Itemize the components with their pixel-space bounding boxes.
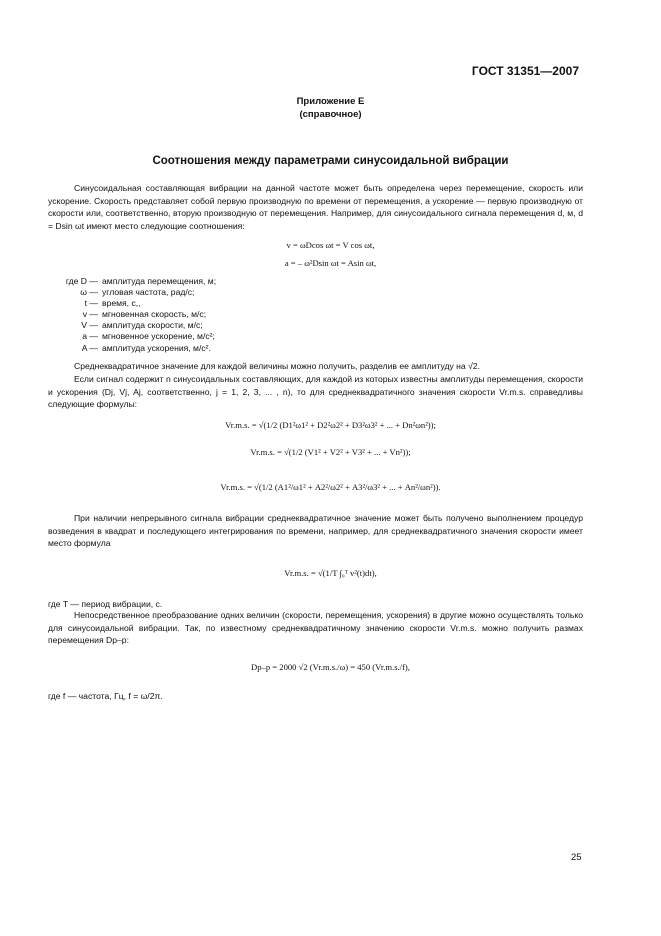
standard-number: ГОСТ 31351—2007 xyxy=(471,64,579,78)
formula-peak-to-peak: Dp–p = 2000 √2 (Vr.m.s./ω) = 450 (Vr.m.s./f), xyxy=(251,662,410,672)
definitions-list xyxy=(48,276,216,354)
definition-row: v — мгновенная скорость, м/с; xyxy=(82,309,207,320)
formula-integral: Vr.m.s. = √(1/T ∫₀ᵀ v²(t)dt), xyxy=(284,568,377,578)
definition-row: где D — амплитуда перемещения, м; xyxy=(65,276,217,286)
formula-acceleration: a = – ω²Dsin ωt = Asin ωt, xyxy=(284,258,377,268)
definition-row: ω — угловая частота, рад/с; xyxy=(80,287,195,298)
rms-paragraph: Среднеквадратичное значение для каждой величины можно получить, разделив ее амплитуду на √2. xyxy=(74,361,480,371)
conversion-paragraph: Непосредственное преобразование одних величин (скорости, перемещения, ускорения) в другие можно осуществлять только для синусоидальной вибрации. Так, по известному среднеквадратичному значению скорости Vr.m.s. можно получить размах перемещения Dp–p: xyxy=(48,610,583,645)
formula-rms-acceleration: Vr.m.s. = √(1/2 (A1²/ω1² + A2²/ω2² + A3²/ω3² + ... + An²/ωn²)). xyxy=(220,482,441,492)
frequency-definition: где f — частота, Гц, f = ω/2π. xyxy=(48,691,163,701)
definition-row: A — амплитуда ускорения, м/с². xyxy=(81,342,211,353)
definition-row: V — амплитуда скорости, м/с; xyxy=(81,320,203,331)
definition-row: a — мгновенное ускорение, м/с²; xyxy=(82,331,215,342)
continuous-signal-paragraph: При наличии непрерывного сигнала вибрации среднеквадратичное значение может быть получено выполнением процедур возведения в квадрат и последующего интегрирования по времени, например, для среднеквадратичного значения скорости имеет место формула xyxy=(48,513,583,548)
period-definition: где T — период вибрации, с. xyxy=(48,599,163,609)
page-title: Соотношения между параметрами синусоидальной вибрации xyxy=(152,155,509,167)
definition-row: t — время, с,, xyxy=(84,298,141,309)
formula-rms-displacement: Vr.m.s. = √(1/2 (D1²ω1² + D2²ω2² + D3²ω3² + ... + Dn²ωn²)); xyxy=(225,420,436,430)
formula-rms-velocity: Vr.m.s. = √(1/2 (V1² + V2² + V3² + ... + Vn²)); xyxy=(250,447,411,457)
intro-text: Синусоидальная составляющая вибрации на данной частоте может быть определена через перемещение, скорость или ускорение. Скорость представляет собой первую производную по времени от перемещения, а ускорение — первую производную от скорости или, соответственно, вторую производную от перемещения. Например, для синусоидального сигнала перемещения d, м, d = Dsin ωt имеют место следующие соотношения: xyxy=(48,183,583,231)
appendix-label: Приложение Е xyxy=(296,96,365,107)
appendix-kind: (справочное) xyxy=(299,109,362,120)
multi-component-paragraph: Если сигнал содержит n синусоидальных составляющих, для каждой из которых известны амплитуды перемещения, скорости и ускорения (Dj, Vj, Aj, соответственно, j = 1, 2, 3, ... , n), то для среднеквадратичного значения скорости Vr.m.s. справедливы следующие формулы: xyxy=(48,374,583,409)
intro-paragraph xyxy=(48,182,583,232)
formula-velocity: v = ωDcos ωt = V cos ωt, xyxy=(286,240,375,250)
page-number: 25 xyxy=(571,852,582,863)
